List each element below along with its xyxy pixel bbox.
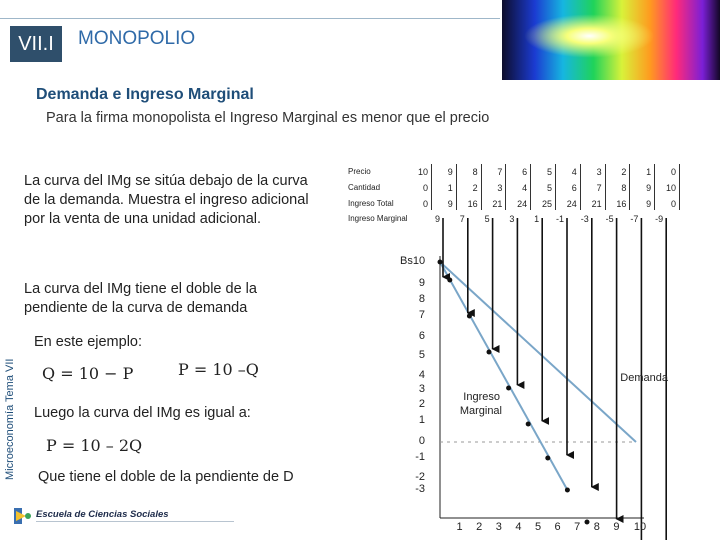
y-tick-label: 2 [418,398,425,410]
mr-point [565,488,570,493]
cell-ingreso-marginal: -9 [655,214,664,224]
cell-cantidad: 10 [665,183,676,193]
example-label: En este ejemplo: [34,334,143,350]
y-tick-label: 3 [418,383,425,395]
cell-cantidad: 4 [522,183,528,193]
demand-annotation: Demanda [620,372,668,384]
cell-precio: 2 [621,167,627,177]
mr-point [467,314,472,319]
paragraph-img-position: La curva del IMg se sitúa debajo de la curva de la demanda. Muestra el ingreso adicional por la venta de una unidad adicional. [24,173,309,227]
cell-precio: 4 [571,167,577,177]
demand-equation-q: Q = 10 − P [42,364,134,383]
cell-precio: 0 [670,167,676,177]
y-tick-label: -1 [415,451,425,463]
cell-ingreso-marginal: 7 [459,214,465,224]
x-tick-label: 6 [554,521,561,533]
cell-precio: 1 [646,167,652,177]
cell-cantidad: 6 [571,183,577,193]
section-title: Demanda e Ingreso Marginal [36,86,254,103]
img-equation: P = 10 – 2Q [46,436,143,455]
cell-ingreso-total: 9 [447,199,453,209]
cell-ingreso-marginal: 3 [509,214,515,224]
page-title: MONOPOLIO [78,28,196,49]
then-label: Luego la curva del IMg es igual a: [34,405,251,421]
cell-ingreso-total: 21 [591,199,602,209]
cell-ingreso-total: 0 [422,199,428,209]
row-label-precio: Precio [348,167,371,176]
y-tick-label: 5 [418,349,425,361]
double-slope-note: Que tiene el doble de la pendiente de D [38,469,294,485]
cell-precio: 3 [596,167,602,177]
cell-ingreso-total: 21 [492,199,503,209]
y-tick-label: 0 [418,435,425,447]
y-tick-label: 1 [418,414,425,426]
cell-ingreso-marginal: 1 [534,214,540,224]
cell-ingreso-total: 16 [616,199,627,209]
cell-ingreso-marginal: -1 [555,214,564,224]
cell-ingreso-marginal: 5 [484,214,490,224]
x-tick-label: 3 [495,521,502,533]
mr-point [487,350,492,355]
school-name: Escuela de Ciencias Sociales [36,509,169,520]
demand-equation-p: P = 10 –Q [178,360,259,379]
cell-cantidad: 3 [497,183,503,193]
y-tick-label: 6 [418,330,425,342]
row-label-cantidad: Cantidad [348,183,381,192]
y-tick-label: 9 [418,277,425,289]
y-tick-label: -3 [415,483,425,495]
marginal-annotation-2: Marginal [459,405,502,417]
x-tick-label: 5 [534,521,542,533]
cell-precio: 9 [447,167,453,177]
cell-ingreso-total: 16 [467,199,478,209]
x-tick-label: 7 [574,521,581,533]
cell-cantidad: 5 [546,183,552,193]
row-label-ingreso-total: Ingreso Total [348,199,394,208]
x-tick-label: 9 [613,521,620,533]
intro-text: Para la firma monopolista el Ingreso Marginal es menor que el precio [46,110,490,126]
cell-precio: 8 [472,167,478,177]
mr-point [585,520,590,525]
row-label-ingreso-marginal: Ingreso Marginal [348,214,408,223]
x-tick-label: 4 [515,521,522,533]
marginal-annotation-1: Ingreso [463,391,500,403]
y-tick-label: 8 [418,293,425,305]
cell-ingreso-marginal: -7 [630,214,639,224]
x-tick-label: 10 [633,521,647,533]
cell-ingreso-marginal: -3 [580,214,589,224]
cell-cantidad: 1 [447,183,453,193]
cell-precio: 6 [522,167,528,177]
cell-precio: 7 [497,167,503,177]
y-tick-label: -2 [415,471,425,483]
cell-ingreso-total: 0 [670,199,676,209]
mr-point [545,456,550,461]
x-tick-label: 1 [456,521,463,533]
cell-cantidad: 0 [422,183,428,193]
cell-ingreso-total: 9 [646,199,652,209]
cell-ingreso-total: 24 [517,199,528,209]
mr-point [506,386,511,391]
paragraph-img-slope: La curva del IMg tiene el doble de la pendiente de la curva de demanda [24,281,257,316]
cell-ingreso-total: 25 [541,199,552,209]
cell-precio: 5 [546,167,552,177]
cell-cantidad: 7 [596,183,602,193]
cell-cantidad: 2 [472,183,478,193]
section-badge: VII.I [10,26,62,62]
cell-precio: 10 [417,167,428,177]
cell-ingreso-marginal: -5 [605,214,614,224]
y-tick-label: 4 [418,369,425,381]
cell-ingreso-total: 24 [566,199,577,209]
demand-start-point [438,260,443,265]
y-tick-label: Bs10 [400,255,426,267]
x-tick-label: 2 [476,521,483,533]
y-tick-label: 7 [418,309,425,321]
cell-cantidad: 9 [646,183,652,193]
x-tick-label: 8 [593,521,600,533]
cell-cantidad: 8 [621,183,627,193]
mr-point [447,278,452,283]
cell-ingreso-marginal: 9 [434,214,440,224]
side-label: Microeconomía Tema VII [4,358,16,480]
mr-point [526,422,531,427]
